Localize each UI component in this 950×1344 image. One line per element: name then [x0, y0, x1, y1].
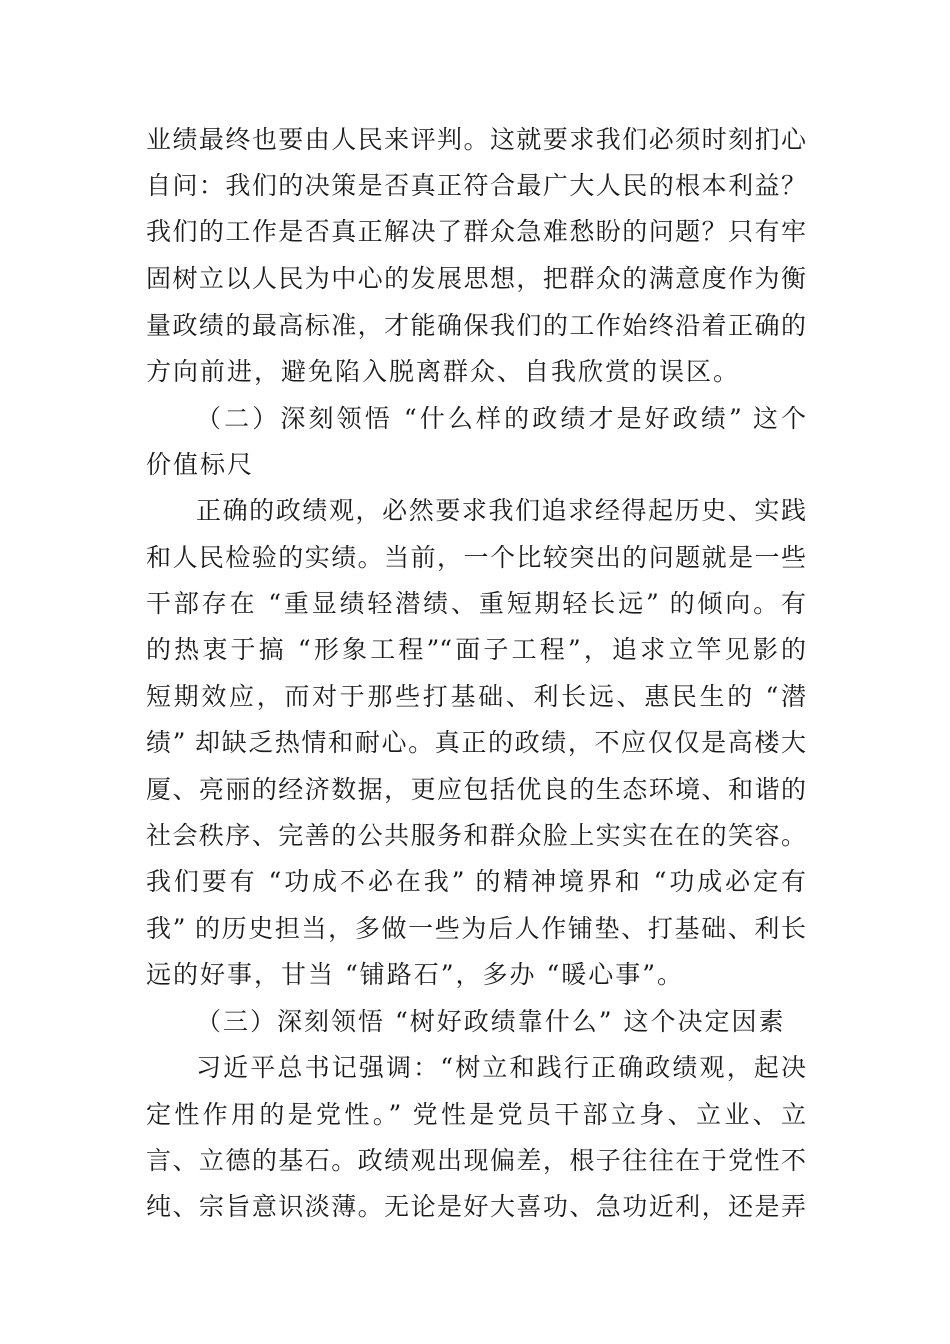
text-line: 方向前进，避免陷入脱离群众、自我欣赏的误区。 — [146, 357, 741, 386]
text-line: 习近平总书记强调：“树立和践行正确政绩观，起决 — [196, 1053, 806, 1082]
text-line: 量政绩的最高标准，才能确保我们的工作始终沿着正确的 — [146, 311, 806, 340]
text-line: 短期效应，而对于那些打基础、利长远、惠民生的 “潜 — [146, 682, 806, 711]
text-line: 远的好事，甘当 “铺路石”，多办 “暖心事”。 — [146, 960, 685, 989]
text-line: 业绩最终也要由人民来评判。这就要求我们必须时刻扪心 — [146, 125, 806, 154]
text-line: 纯、宗旨意识淡薄。无论是好大喜功、急功近利，还是弄 — [146, 1192, 806, 1221]
text-line: 我” 的历史担当，多做一些为后人作铺垫、打基础、利长 — [146, 914, 806, 943]
text-line: 自问：我们的决策是否真正符合最广大人民的根本利益？ — [146, 171, 806, 200]
text-line: 社会秩序、完善的公共服务和群众脸上实实在在的笑容。 — [146, 821, 806, 850]
section-heading-2-continued: 价值标尺 — [146, 450, 255, 479]
section-heading-2: （二）深刻领悟 “什么样的政绩才是好政绩” 这个 — [196, 404, 806, 433]
text-line: 我们的工作是否真正解决了群众急难愁盼的问题？只有牢 — [146, 217, 806, 246]
text-line: 干部存在 “重显绩轻潜绩、重短期轻长远” 的倾向。有 — [146, 589, 806, 618]
text-line: 言、立德的基石。政绩观出现偏差，根子往往在于党性不 — [146, 1146, 806, 1175]
text-line: 正确的政绩观，必然要求我们追求经得起历史、实践 — [196, 496, 806, 525]
text-line: 我们要有 “功成不必在我” 的精神境界和 “功成必定有 — [146, 867, 806, 896]
text-line: 的热衷于搞 “形象工程”“面子工程”，追求立竿见影的 — [146, 635, 806, 664]
text-line: 定性作用的是党性。” 党性是党员干部立身、立业、立 — [146, 1100, 806, 1129]
text-line: 绩” 却缺乏热情和耐心。真正的政绩，不应仅仅是高楼大 — [146, 728, 806, 757]
text-line: 和人民检验的实绩。当前，一个比较突出的问题就是一些 — [146, 543, 806, 572]
text-line: 厦、亮丽的经济数据，更应包括优良的生态环境、和谐的 — [146, 775, 806, 804]
section-heading-3: （三）深刻领悟 “树好政绩靠什么” 这个决定因素 — [196, 1007, 786, 1036]
text-line: 固树立以人民为中心的发展思想，把群众的满意度作为衡 — [146, 264, 806, 293]
